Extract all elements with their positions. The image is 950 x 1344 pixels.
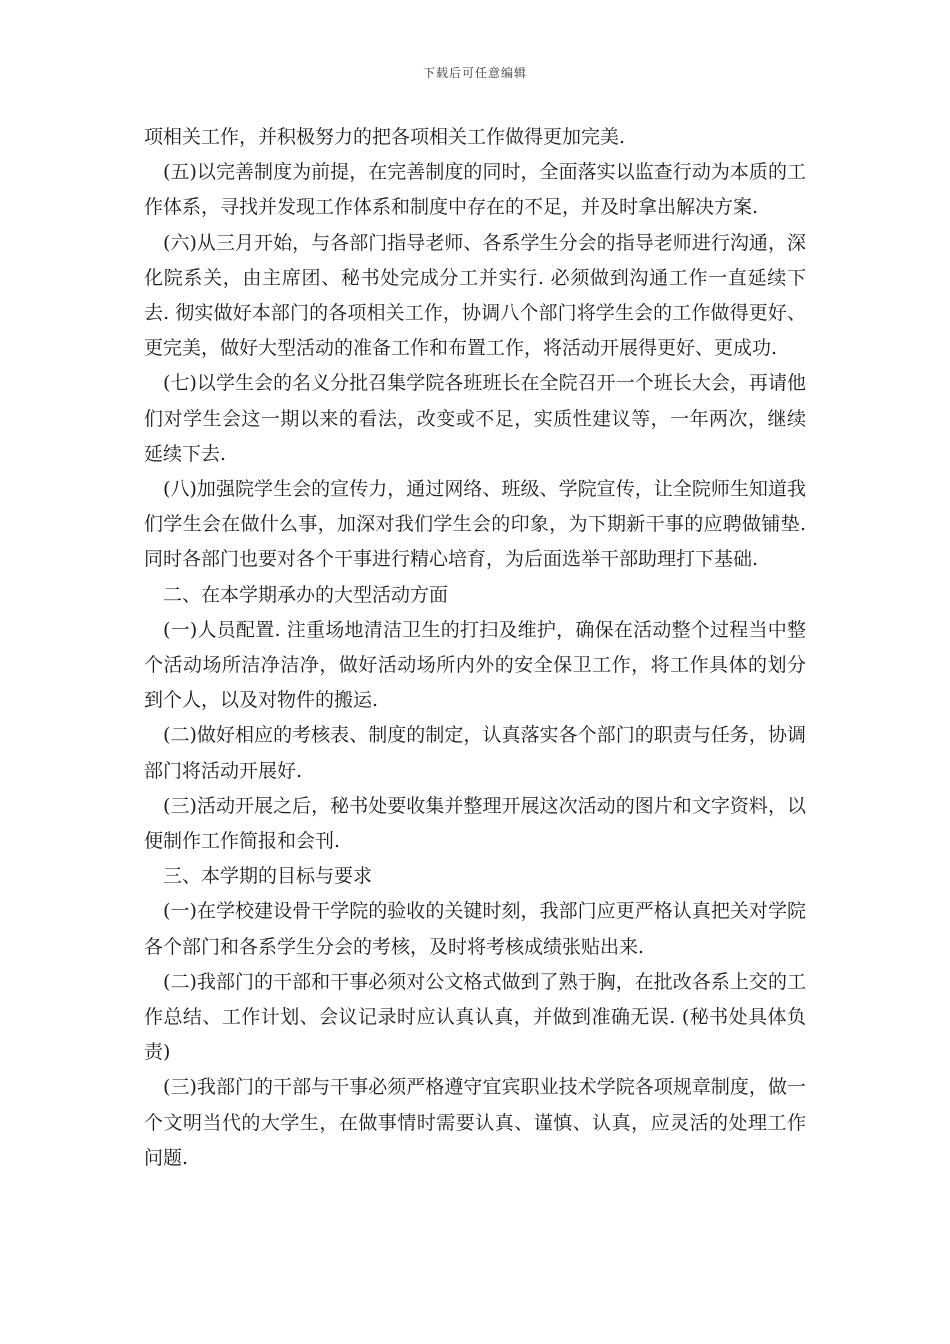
paragraph: (一)人员配置. 注重场地清洁卫生的打扫及维护，确保在活动整个过程当中整个活动场所洁净洁净，做好活动场所内外的安全保卫工作，将工作具体的划分到个人，以及对物件的搬运. [144, 618, 806, 712]
document-body [144, 120, 806, 1176]
paragraph: (一)在学校建设骨干学院的验收的关键时刻，我部门应更严格认真把关对学院各个部门和各系学生分会的考核，及时将考核成绩张贴出来. [144, 900, 806, 958]
section-heading: 二、在本学期承办的大型活动方面 [163, 583, 449, 606]
paragraph: (三)我部门的干部与干事必须严格遵守宜宾职业技术学院各项规章制度，做一个文明当代的大学生，在做事情时需要认真、谨慎、认真，应灵活的处理工作问题. [144, 1076, 806, 1169]
paragraph: (七)以学生会的名义分批召集学院各班班长在全院召开一个班长大会，再请他们对学生会这一期以来的看法，改变或不足，实质性建议等，一年两次，继续延续下去. [144, 372, 806, 465]
paragraph: (五)以完善制度为前提，在完善制度的同时，全面落实以监查行动为本质的工作体系，寻找并发现工作体系和制度中存在的不足，并及时拿出解决方案. [144, 161, 806, 219]
section-heading: 三、本学期的目标与要求 [163, 865, 373, 888]
paragraph: (六)从三月开始，与各部门指导老师、各系学生分会的指导老师进行沟通，深化院系关，由主席团、秘书处完成分工并实行. 必须做到沟通工作一直延续下去. 彻实做好本部门的各项相关工作，协调八个部门将学生会的工作做得更好、更完美，做好大型活动的准备工作和布置工作，将活动开展得更好、更成功. [144, 231, 806, 360]
paragraph: (三)活动开展之后，秘书处要收集并整理开展这次活动的图片和文字资料，以便制作工作简报和会刊. [144, 794, 806, 853]
paragraph: 项相关工作，并积极努力的把各项相关工作做得更加完美. [144, 126, 626, 148]
paragraph: (二)做好相应的考核表、制度的制定，认真落实各个部门的职责与任务，协调部门将活动开展好. [144, 724, 806, 782]
paragraph: (八)加强院学生会的宣传力，通过网络、班级、学院宣传，让全院师生知道我们学生会在做什么事，加深对我们学生会的印象，为下期新干事的应聘做铺垫. 同时各部门也要对各个干事进行精心培育，为后面选举干部助理打下基础. [144, 478, 806, 571]
paragraph: (二)我部门的干部和干事必须对公文格式做到了熟于胸，在批改各系上交的工作总结、工作计划、会议记录时应认真认真，并做到准确无误. (秘书处具体负责) [144, 970, 806, 1064]
header-note: 下载后可任意编辑 [422, 66, 527, 80]
